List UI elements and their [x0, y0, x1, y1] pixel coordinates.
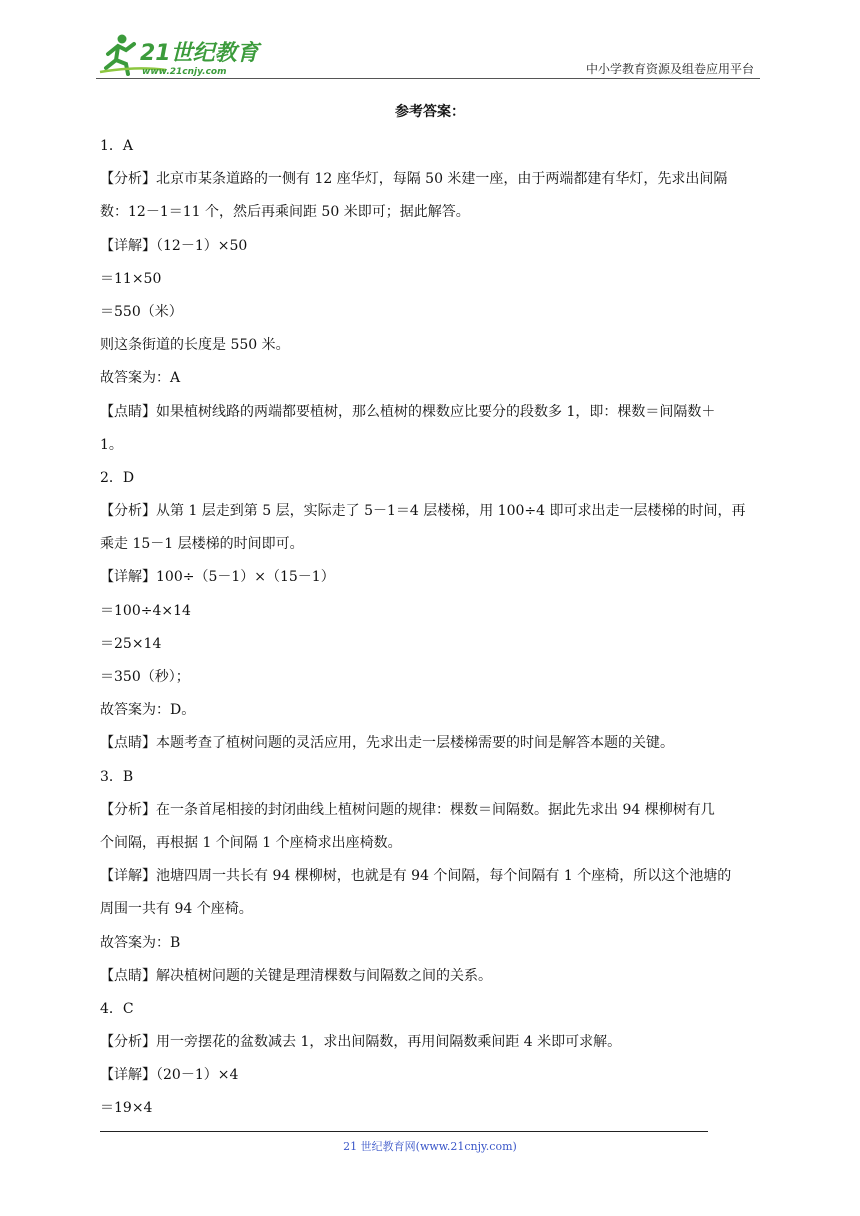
text-line: 【详解】池塘四周一共长有 94 棵柳树，也就是有 94 个间隔，每个间隔有 1 个座椅，所以这个池塘的: [100, 868, 732, 885]
text-line: 乘走 15－1 层楼梯的时间即可。: [100, 536, 304, 553]
text-line: 4．C: [100, 1000, 134, 1017]
platform-name: 中小学教育资源及组卷应用平台: [585, 62, 754, 76]
text-line: 故答案为：B: [100, 934, 181, 951]
text-line: 【点睛】如果植树线路的两端都要植树，那么植树的棵数应比要分的段数多 1，即：棵数＝间隔数＋: [100, 403, 716, 420]
text-line: 3．B: [100, 768, 134, 785]
page-header: [96, 30, 760, 80]
text-line: 2．D: [100, 469, 135, 486]
text-line: 周围一共有 94 个座椅。: [100, 901, 253, 918]
text-line: 数：12－1＝11 个，然后再乘间距 50 米即可；据此解答。: [100, 204, 470, 221]
text-line: 1。: [100, 436, 123, 453]
text-line: ＝550（米）: [100, 303, 183, 320]
text-line: 故答案为：A: [100, 370, 181, 387]
text-line: 【分析】北京市某条道路的一侧有 12 座华灯，每隔 50 米建一座，由于两端都建有华灯，先求出间隔: [100, 171, 728, 188]
text-line: ＝100÷4×14: [100, 602, 191, 619]
header-divider: [96, 78, 760, 79]
page-title: 参考答案：: [395, 104, 465, 120]
text-line: 【分析】用一旁摆花的盆数减去 1，求出间隔数，再用间隔数乘间距 4 米即可求解。: [100, 1034, 622, 1051]
answer-content: [100, 130, 762, 1126]
text-line: 【分析】从第 1 层走到第 5 层，实际走了 5－1＝4 层楼梯，用 100÷4 即可求出走一层楼梯的时间，再: [100, 503, 746, 520]
text-line: 【点睛】解决植树问题的关键是理清棵数与间隔数之间的关系。: [100, 967, 492, 984]
text-line: ＝25×14: [100, 635, 162, 652]
svg-text:21世纪教育: 21世纪教育: [140, 41, 259, 66]
footer-divider: [100, 1131, 708, 1132]
text-line: 【点睛】本题考查了植树问题的灵活应用，先求出走一层楼梯需要的时间是解答本题的关键。: [100, 735, 674, 752]
text-line: ＝19×4: [100, 1100, 153, 1117]
svg-text:www.21cnjy.com: www.21cnjy.com: [142, 67, 227, 77]
text-line: 个间隔，再根据 1 个间隔 1 个座椅求出座椅数。: [100, 834, 402, 851]
text-line: 故答案为：D。: [100, 702, 196, 719]
text-line: 【详解】（12－1）×50: [100, 237, 248, 254]
site-logo: [96, 30, 266, 78]
text-line: 【详解】（20－1）×4: [100, 1067, 239, 1084]
text-line: ＝11×50: [100, 270, 162, 287]
page-footer: 21 世纪教育网(www.21cnjy.com): [343, 1140, 517, 1153]
text-line: 【详解】100÷（5－1）×（15－1）: [100, 569, 335, 586]
text-line: 则这条街道的长度是 550 米。: [100, 337, 290, 354]
text-line: 1．A: [100, 138, 134, 154]
text-line: ＝350（秒）；: [100, 669, 190, 685]
text-line: 【分析】在一条首尾相接的封闭曲线上植树问题的规律：棵数＝间隔数。据此先求出 94 棵柳树有几: [100, 801, 715, 818]
